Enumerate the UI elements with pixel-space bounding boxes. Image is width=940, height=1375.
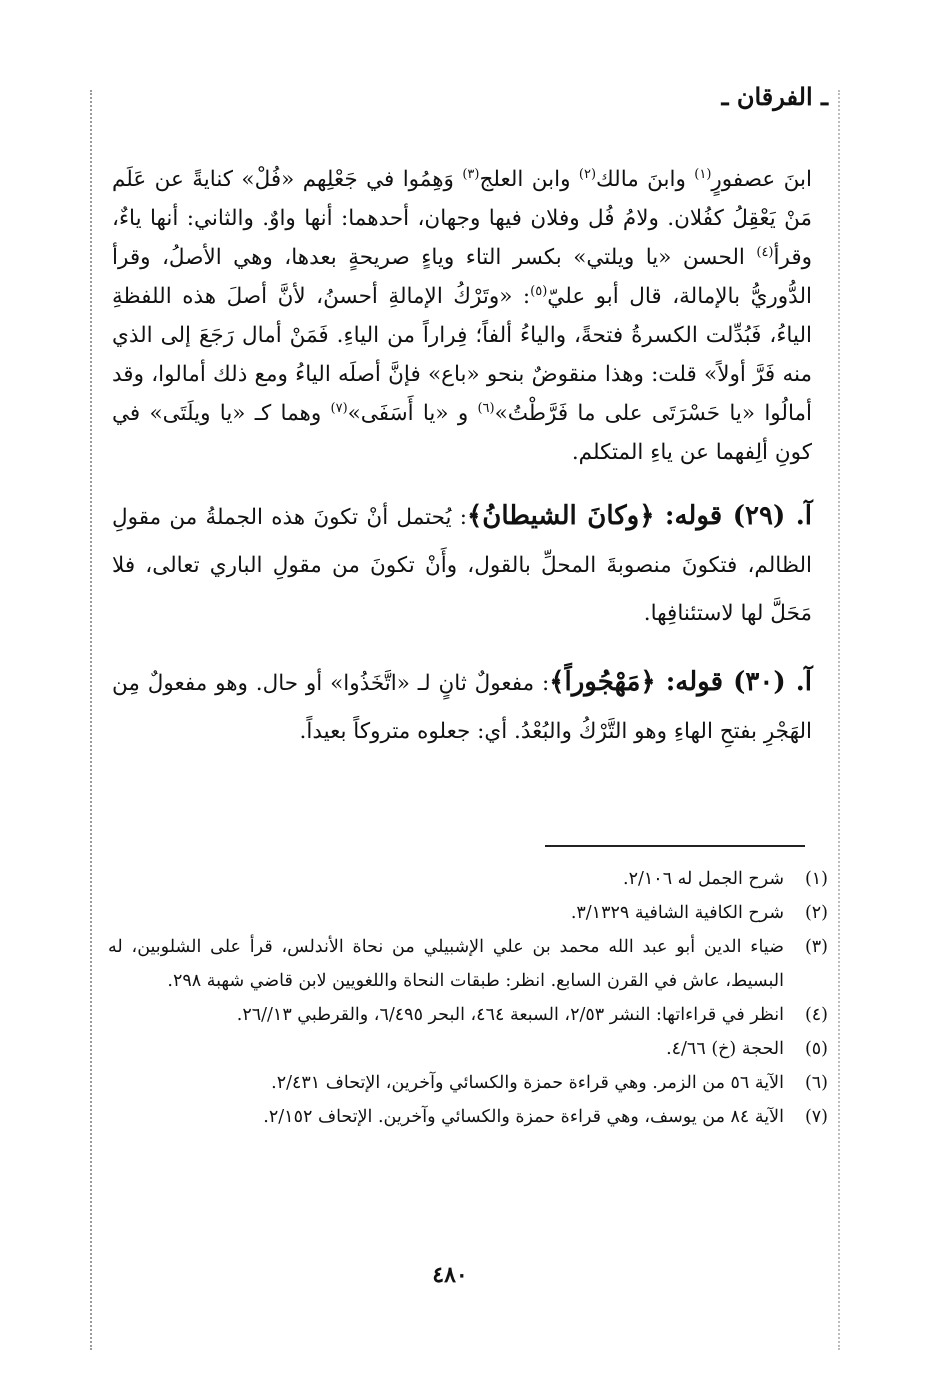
footnote-item bbox=[108, 896, 828, 930]
footnote-item bbox=[108, 862, 828, 896]
footnote-number: (٤) bbox=[804, 1005, 828, 1025]
paragraph-1 bbox=[112, 160, 812, 472]
text-segment: الحسن «يا ويلتي» بكسر التاء وياءٍ صريحةٍ بعدها، وهي الأصلُ، وقرأ الدُّوريُّ بالإمالة، قال أبو عليّ bbox=[112, 245, 812, 309]
verse-30-heading: آ. (٣٠) قوله: ﴿مَهْجُوراً﴾ bbox=[549, 667, 812, 697]
footnote-text: شرح الجمل له ٢/١٠٦. bbox=[623, 869, 784, 889]
page-number: ٤٨٠ bbox=[432, 1262, 468, 1288]
footnote-ref-7[interactable]: (٧) bbox=[330, 400, 348, 416]
footnotes bbox=[108, 862, 828, 1134]
footnote-text: الحجة (خ) ٤/٦٦. bbox=[666, 1039, 784, 1059]
footnote-number: (٣) bbox=[804, 937, 828, 957]
footnote-item bbox=[108, 930, 828, 998]
text-segment: وابنَ مالك bbox=[596, 167, 695, 192]
left-margin-guide bbox=[90, 90, 92, 1350]
footnote-text: انظر في قراءاتها: النشر ٢/٥٣، السبعة ٤٦٤، البحر ٦/٤٩٥، والقرطبي ١٣//٢٦. bbox=[236, 1005, 784, 1025]
text-segment: وابن العلج bbox=[479, 167, 579, 192]
footnote-number: (٧) bbox=[804, 1107, 828, 1127]
footnote-number: (١) bbox=[804, 869, 828, 889]
footnote-number: (٢) bbox=[804, 903, 828, 923]
footnote-text: الآية ٥٦ من الزمر. وهي قراءة حمزة والكسائي وآخرين، الإتحاف ٢/٤٣١. bbox=[271, 1073, 784, 1093]
footnote-text: الآية ٨٤ من يوسف، وهي قراءة حمزة والكسائي وآخرين. الإتحاف ٢/١٥٢. bbox=[263, 1107, 784, 1127]
text-segment: وهما كـ «يا ويلَتَى» في كونِ ألِفهما عن ياءِ المتكلم. bbox=[112, 401, 812, 465]
footnote-divider bbox=[545, 845, 805, 847]
footnote-ref-4[interactable]: (٤) bbox=[756, 244, 774, 260]
text-segment: : «وتَرْكُ الإمالةِ أحسنُ، لأنَّ أصلَ هذه اللفظةِ الياءُ، فَبُدِّلت الكسرةُ فتحةً، والياءُ ألفاً؛ فِراراً من الياءِ. فَمَنْ أمال رَجَعَ إلى الذي منه فَرَّ أولاً» قلت: وهذا منقوضٌ بنحو «باع» فإنَّ أصلَه الياءُ ومع ذلك أمالوا، وقد أمالُوا «يا حَسْرَتَى على ما فَرَّطْتُ» bbox=[112, 284, 812, 426]
footnote-text: ضياء الدين أبو عبد الله محمد بن علي الإشبيلي من نحاة الأندلس، قرأ على الشلوبين، له البسيط، عاش في القرن السابع. انظر: طبقات النحاة واللغويين لابن قاضي شهبة ٢٩٨. bbox=[108, 937, 784, 991]
footnote-number: (٦) bbox=[804, 1073, 828, 1093]
footnote-ref-2[interactable]: (٢) bbox=[578, 166, 597, 182]
footnote-item bbox=[108, 1066, 828, 1100]
text-segment: ابنَ عصفورٍ bbox=[711, 167, 812, 192]
running-head: ـ الفرقان ـ bbox=[721, 82, 828, 111]
footnote-ref-3[interactable]: (٣) bbox=[462, 166, 480, 182]
footnote-ref-1[interactable]: (١) bbox=[694, 166, 712, 182]
footnote-ref-6[interactable]: (٦) bbox=[477, 400, 495, 416]
footnote-item bbox=[108, 1032, 828, 1066]
footnote-ref-5[interactable]: (٥) bbox=[530, 283, 548, 299]
footnote-text: شرح الكافية الشافية ٣/١٣٢٩. bbox=[570, 903, 784, 923]
footnote-number: (٥) bbox=[804, 1039, 828, 1059]
verse-30-commentary: : مفعولٌ ثانٍ لـ «اتَّخَذُوا» أو حال. وهو مفعولٌ مِن الهَجْرِ بفتحِ الهاءِ وهو التَّرْكُ والبُعْدُ. أي: جعلوه متروكاً بعيداً. bbox=[112, 671, 812, 744]
verse-29-heading: آ. (٢٩) قوله: ﴿وكانَ الشيطانُ﴾ bbox=[467, 501, 812, 531]
footnote-item bbox=[108, 998, 828, 1032]
text-segment: وَهِمُوا في جَعْلِهم «فُلْ» كنايةً عن عَلَم مَنْ يَعْقِلُ كفُلان. ولامُ فُل وفلان فيها وجهان، أحدهما: أنها واوٌ. والثاني: أنها ياءٌ، وقرأ bbox=[112, 167, 812, 270]
footnote-item bbox=[108, 1100, 828, 1134]
right-margin-guide bbox=[838, 90, 840, 1350]
main-text bbox=[112, 160, 812, 756]
verse-29-commentary: : يُحتمل أنْ تكونَ هذه الجملةُ من مقولِ الظالم، فتكونَ منصوبةَ المحلِّ بالقول، وأَنْ تكونَ من مقولِ الباري تعالى، فلا مَحَلَّ لها لاستئنافِها. bbox=[112, 505, 812, 626]
section-verse-29 bbox=[112, 492, 812, 638]
section-verse-30 bbox=[112, 658, 812, 756]
text-segment: و «يا أَسَفَى» bbox=[347, 401, 478, 426]
